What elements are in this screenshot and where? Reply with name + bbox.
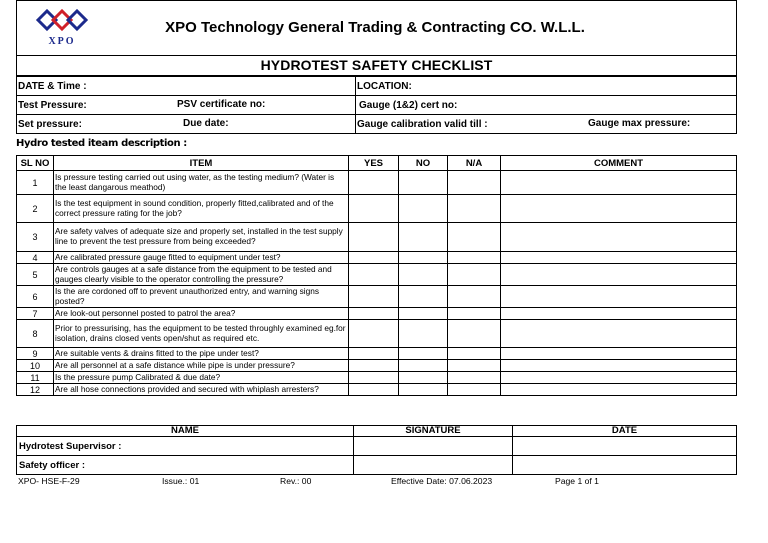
checklist-item-text: Are safety valves of adequate size and properly set, installed in the test supply line to prevent the test pressure from being exceeded?: [54, 223, 349, 252]
checklist-item-text: Is the test equipment in sound condition, properly fitted,calibrated and of the correct pressure rating for the job?: [54, 195, 349, 223]
col-no: NO: [399, 156, 448, 171]
comment-cell[interactable]: [501, 384, 737, 396]
checklist-item-text: Are all personnel at a safe distance while pipe is under pressure?: [54, 360, 349, 372]
no-cell[interactable]: [399, 264, 448, 286]
signatory-label: Hydrotest Supervisor :: [17, 437, 354, 456]
checklist-item-text: Is the are cordoned off to prevent unauthorized entry, and warning signs posted?: [54, 286, 349, 308]
col-na: N/A: [448, 156, 501, 171]
na-cell[interactable]: [448, 308, 501, 320]
na-cell[interactable]: [448, 320, 501, 348]
checklist-row: [17, 372, 737, 384]
checklist-sl-number: 8: [17, 320, 54, 348]
yes-cell[interactable]: [349, 372, 399, 384]
checklist-item-text: Is the pressure pump Calibrated & due date?: [54, 372, 349, 384]
xpo-logo: [34, 6, 94, 48]
yes-cell[interactable]: [349, 384, 399, 396]
comment-cell[interactable]: [501, 171, 737, 195]
comment-cell[interactable]: [501, 348, 737, 360]
checklist-sl-number: 6: [17, 286, 54, 308]
na-cell[interactable]: [448, 264, 501, 286]
checklist-sl-number: 11: [17, 372, 54, 384]
col-date: DATE: [513, 426, 737, 437]
checklist-item-text: Are calibrated pressure gauge fitted to equipment under test?: [54, 252, 349, 264]
comment-cell[interactable]: [501, 372, 737, 384]
no-cell[interactable]: [399, 195, 448, 223]
signature-row: [17, 456, 737, 475]
checklist-row: [17, 360, 737, 372]
info-table: [16, 76, 737, 134]
gauge-calibration-field[interactable]: Gauge calibration valid till : Gauge max pressure:: [356, 115, 737, 134]
yes-cell[interactable]: [349, 252, 399, 264]
signature-row: [17, 437, 737, 456]
checklist-item-text: Is pressure testing carried out using water, as the testing medium? (Water is the least dangarous meathod): [54, 171, 349, 195]
checklist-sl-number: 7: [17, 308, 54, 320]
company-name: XPO Technology General Trading & Contracting CO. W.L.L.: [165, 19, 585, 36]
no-cell[interactable]: [399, 252, 448, 264]
revision-number: Rev.: 00: [280, 476, 312, 486]
na-cell[interactable]: [448, 348, 501, 360]
signatory-label: Safety officer :: [17, 456, 354, 475]
due-date-label: Due date:: [183, 118, 229, 129]
yes-cell[interactable]: [349, 223, 399, 252]
yes-cell[interactable]: [349, 308, 399, 320]
yes-cell[interactable]: [349, 360, 399, 372]
effective-date: Effective Date: 07.06.2023: [391, 476, 493, 486]
col-name: NAME: [17, 426, 354, 437]
footer: [18, 476, 738, 488]
no-cell[interactable]: [399, 348, 448, 360]
date-cell[interactable]: [513, 456, 737, 475]
checklist-sl-number: 1: [17, 171, 54, 195]
yes-cell[interactable]: [349, 286, 399, 308]
no-cell[interactable]: [399, 308, 448, 320]
na-cell[interactable]: [448, 286, 501, 308]
na-cell[interactable]: [448, 195, 501, 223]
checklist-row: [17, 252, 737, 264]
checklist-row: [17, 348, 737, 360]
no-cell[interactable]: [399, 320, 448, 348]
col-signature: SIGNATURE: [354, 426, 513, 437]
comment-cell[interactable]: [501, 286, 737, 308]
no-cell[interactable]: [399, 360, 448, 372]
set-pressure-field[interactable]: Set pressure: Due date:: [17, 115, 356, 134]
checklist-item-text: Are all hose connections provided and secured with whiplash arresters?: [54, 384, 349, 396]
comment-cell[interactable]: [501, 264, 737, 286]
col-comment: COMMENT: [501, 156, 737, 171]
xpo-logo-icon: [34, 6, 94, 48]
checklist-sl-number: 3: [17, 223, 54, 252]
na-cell[interactable]: [448, 384, 501, 396]
yes-cell[interactable]: [349, 320, 399, 348]
checklist-row: [17, 286, 737, 308]
na-cell[interactable]: [448, 252, 501, 264]
checklist-item-text: Are suitable vents & drains fitted to the pipe under test?: [54, 348, 349, 360]
checklist-item-text: Are look-out personnel posted to patrol the area?: [54, 308, 349, 320]
na-cell[interactable]: [448, 360, 501, 372]
yes-cell[interactable]: [349, 171, 399, 195]
na-cell[interactable]: [448, 372, 501, 384]
no-cell[interactable]: [399, 384, 448, 396]
date-time-field[interactable]: DATE & Time :: [17, 77, 356, 96]
checklist-sl-number: 12: [17, 384, 54, 396]
test-pressure-field[interactable]: Test Pressure: PSV certificate no:: [17, 96, 356, 115]
checklist-sl-number: 2: [17, 195, 54, 223]
page-number: Page 1 of 1: [555, 476, 599, 486]
comment-cell[interactable]: [501, 308, 737, 320]
no-cell[interactable]: [399, 171, 448, 195]
description-label: Hydro tested iteam description :: [16, 138, 187, 149]
logo-text: XPO: [48, 36, 76, 47]
checklist-table: [16, 155, 737, 396]
yes-cell[interactable]: [349, 195, 399, 223]
checklist-row: [17, 195, 737, 223]
comment-cell[interactable]: [501, 223, 737, 252]
comment-cell[interactable]: [501, 320, 737, 348]
no-cell[interactable]: [399, 372, 448, 384]
checklist-sl-number: 9: [17, 348, 54, 360]
checklist-row: [17, 264, 737, 286]
col-item: ITEM: [54, 156, 349, 171]
psv-certificate-label: PSV certificate no:: [177, 99, 266, 110]
na-cell[interactable]: [448, 171, 501, 195]
checklist-sl-number: 4: [17, 252, 54, 264]
gauge-cert-field[interactable]: Gauge (1&2) cert no:: [356, 96, 737, 115]
checklist-row: [17, 308, 737, 320]
checklist-row: [17, 223, 737, 252]
issue-number: Issue.: 01: [162, 476, 200, 486]
signature-cell[interactable]: [354, 456, 513, 475]
na-cell[interactable]: [448, 223, 501, 252]
document-title: HYDROTEST SAFETY CHECKLIST: [16, 55, 737, 76]
checklist-item-text: Are controls gauges at a safe distance from the equipment to be tested and gauges clearly visible to the operator controlling the pressure?: [54, 264, 349, 286]
checklist-item-text: Prior to pressurising, has the equipment to be tested throughly examined eg.for isolation, drains closed vents open/shut as required etc.: [54, 320, 349, 348]
checklist-sl-number: 10: [17, 360, 54, 372]
checklist-row: [17, 171, 737, 195]
yes-cell[interactable]: [349, 348, 399, 360]
comment-cell[interactable]: [501, 252, 737, 264]
col-yes: YES: [349, 156, 399, 171]
checklist-row: [17, 384, 737, 396]
location-field[interactable]: LOCATION:: [356, 77, 737, 96]
checklist-sl-number: 5: [17, 264, 54, 286]
comment-cell[interactable]: [501, 195, 737, 223]
signature-table: [16, 425, 737, 475]
gauge-max-pressure-label: Gauge max pressure:: [588, 118, 691, 129]
signature-cell[interactable]: [354, 437, 513, 456]
comment-cell[interactable]: [501, 360, 737, 372]
col-sl-no: SL NO: [17, 156, 54, 171]
date-cell[interactable]: [513, 437, 737, 456]
yes-cell[interactable]: [349, 264, 399, 286]
doc-number: XPO- HSE-F-29: [18, 476, 80, 486]
no-cell[interactable]: [399, 223, 448, 252]
checklist-row: [17, 320, 737, 348]
no-cell[interactable]: [399, 286, 448, 308]
